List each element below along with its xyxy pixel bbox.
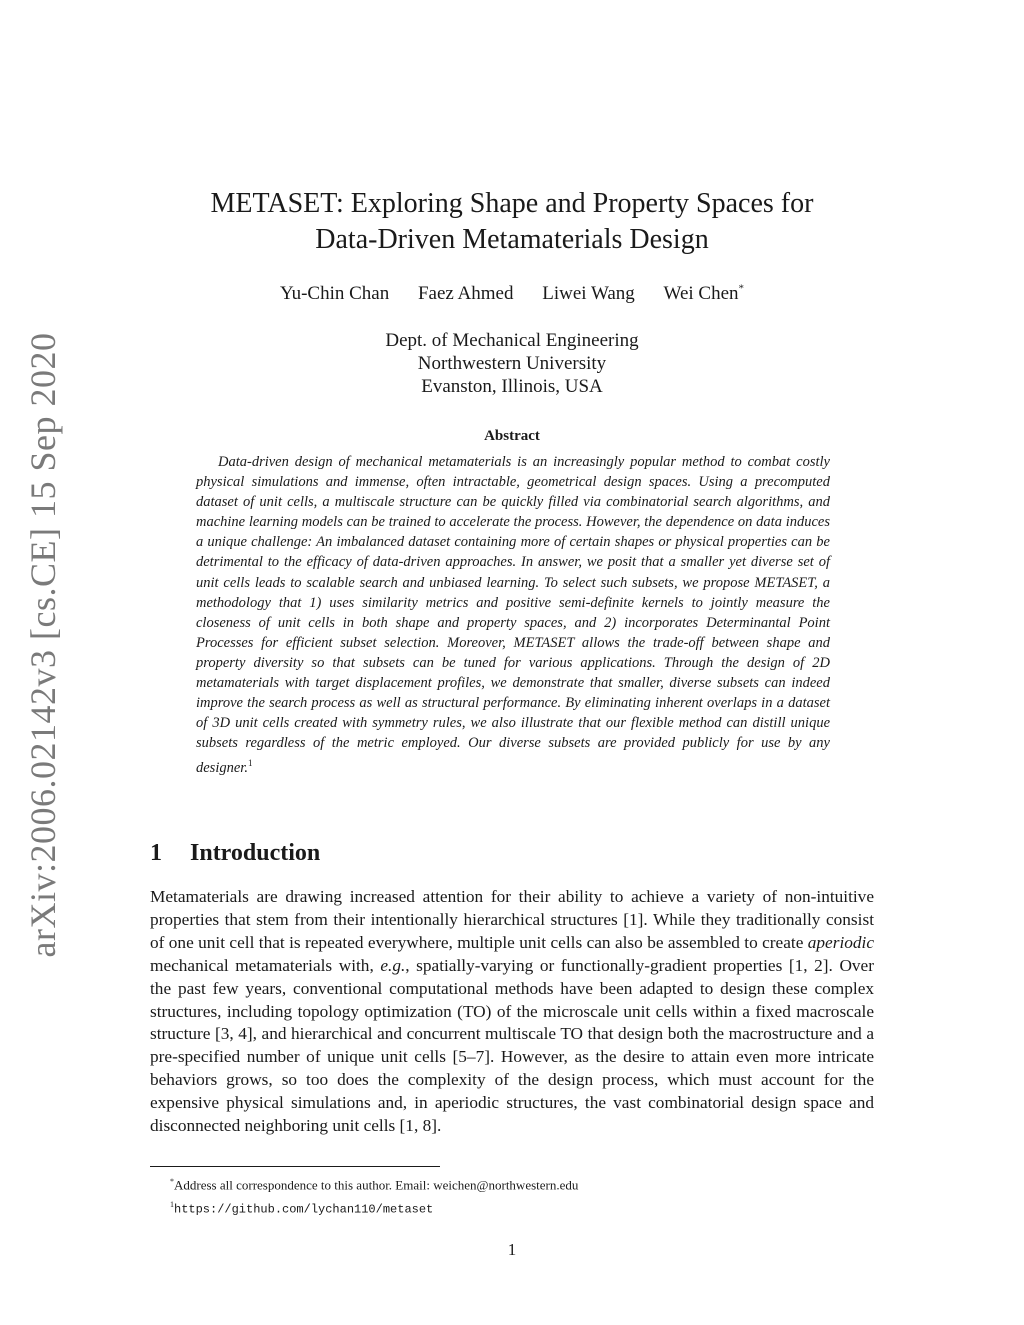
author-3: Liwei Wang [542, 283, 635, 305]
author-4 [664, 283, 744, 304]
corresponding-mark: * [738, 283, 745, 295]
author-2: Faez Ahmed [417, 283, 514, 305]
intro-text-2: mechanical metamaterials with, [150, 955, 381, 975]
author-list [150, 283, 874, 305]
footnote-1-mark: * [170, 1177, 174, 1186]
intro-emphasis-aperiodic: aperiodic [807, 932, 874, 952]
paper-title [150, 186, 874, 258]
section-number: 1 [150, 840, 162, 866]
title-line-2: Data-Driven Metamaterials Design [315, 224, 709, 255]
section-heading-introduction [150, 840, 320, 867]
affiliation-location: Evanston, Illinois, USA [421, 376, 603, 397]
intro-emphasis-eg: e.g. [380, 955, 406, 975]
footnotes [150, 1172, 874, 1220]
author-4-name: Wei Chen [663, 283, 739, 305]
footnote-correspondence [150, 1172, 874, 1195]
affiliation [150, 329, 874, 398]
affiliation-dept: Dept. of Mechanical Engineering [385, 330, 639, 351]
page-number: 1 [507, 1240, 517, 1259]
title-line-1: METASET: Exploring Shape and Property Spaces for [210, 188, 814, 219]
footnote-divider [150, 1166, 440, 1167]
introduction-paragraph [150, 886, 874, 1138]
abstract-text: Data-driven design of mechanical metamaterials is an increasingly popular method to combat costly physical simulations and immense, often intractable, geometrical design spaces. Using a precomputed dataset of unit cells, a multiscale structure can be quickly filled via combinatorial search algorithms, and machine learning models can be trained to accelerate the process. However, the dependence on data induces a unique challenge: An imbalanced dataset containing more of certain shapes or physical properties can be detrimental to the efficacy of data-driven approaches. In answer, we posit that a smaller yet diverse set of unit cells leads to scalable search and unbiased learning. To select such subsets, we propose METASET, a methodology that 1) uses similarity metrics and positive semi-definite kernels to jointly measure the closeness of unit cells in both shape and property spaces, and 2) incorporates Determinantal Point Processes for efficient subset selection. Moreover, METASET allows the trade-off between shape and property diversity so that subsets can be tuned for various applications. Through the design of 2D metamaterials with target displacement profiles, we demonstrate that smaller, diverse subsets can indeed improve the search process as well as structural performance. By eliminating inherent overlaps in a dataset of 3D unit cells created with symmetry rules, we also illustrate that our flexible method can distill unique subsets regardless of the metric employed. Our diverse subsets are provided publicly for use by any designer. [196, 454, 830, 777]
github-link[interactable]: https://github.com/lychan110/metaset [174, 1202, 434, 1217]
section-title: Introduction [190, 840, 321, 866]
intro-text-1: Metamaterials are drawing increased attention for their ability to achieve a variety of non-intuitive properties that stem from their intentionally hierarchical structures [1]. While they traditionally consist of one unit cell that is repeated everywhere, multiple unit cells can also be assembled to create [150, 887, 874, 952]
affiliation-university: Northwestern University [417, 353, 607, 374]
abstract-body [196, 452, 830, 778]
arxiv-side-stamp: arXiv:2006.02142v3 [cs.CE] 15 Sep 2020 [23, 332, 63, 958]
abstract-footnote-mark: 1 [247, 758, 253, 769]
intro-text-3: , spatially-varying or functionally-gradient properties [1, 2]. Over the past few years, conventional computational methods have been adapted to design these complex structures, including topology optimization (TO) of the microscale unit cells within a fixed macroscale structure [3, 4], and hierarchical and concurrent multiscale TO that design both the macrostructure and a pre-specified number of unique unit cells [5–7]. However, as the desire to attain even more intricate behaviors grows, so too does the complexity of the design process, which must account for the expensive physical simulations and, in aperiodic structures, the vast combinatorial design space and disconnected neighboring unit cells [1, 8]. [150, 955, 874, 1136]
abstract-heading: Abstract [484, 428, 540, 444]
footnote-1-text: Address all correspondence to this author. Email: weichen@northwestern.edu [174, 1177, 579, 1193]
footnote-github [150, 1195, 874, 1219]
author-1: Yu-Chin Chan [279, 283, 390, 305]
footnote-2-mark: 1 [170, 1200, 174, 1210]
